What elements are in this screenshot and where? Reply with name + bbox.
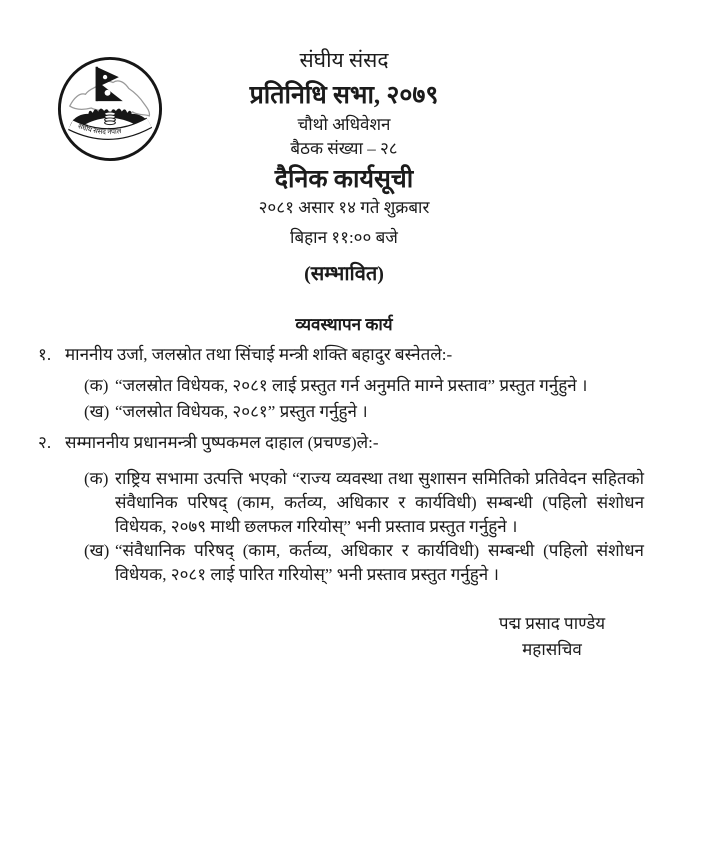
agenda-item-1 [38, 343, 644, 367]
subitem-text: राष्ट्रिय सभामा उत्पत्ति भएको “राज्य व्यवस्था तथा सुशासन समितिको प्रतिवेदन सहितको संवैधानिक परिषद् (काम, कर्तव्य, अधिकार र कार्यविधी) सम्बन्धी (पहिलो संशोधन विधेयक, २०७९ माथी छलफल गरियोस्” भनी प्रस्ताव प्रस्तुत गर्नुहुने । [115, 469, 644, 536]
subitem-label: (क) [84, 469, 109, 488]
agenda-item-2 [38, 431, 644, 455]
signatory-name: पद्म प्रसाद पाण्डेय [498, 614, 606, 633]
agenda-subitem-2a [84, 467, 644, 539]
subitem-text: “जलस्रोत विधेयक, २०८१” प्रस्तुत गर्नुहुने । [115, 402, 368, 421]
agenda-subitem-2b [84, 539, 644, 587]
parliament-title: संघीय संसद [299, 48, 389, 72]
tentative-label: (सम्भावित) [304, 263, 384, 285]
banner-text: संघीय संसद नेपाल [76, 123, 122, 137]
section-heading: व्यवस्थापन कार्य [295, 315, 393, 334]
subitem-label: (ख) [84, 541, 110, 560]
item-text: सम्माननीय प्रधानमन्त्री पुष्पकमल दाहाल (प्रचण्ड)ले:- [65, 433, 379, 452]
agenda-list [38, 343, 644, 587]
agenda-subitem-1b [84, 400, 644, 424]
subitem-text: “जलस्रोत विधेयक, २०८१ लाई प्रस्तुत गर्न अनुमति माग्ने प्रस्ताव” प्रस्तुत गर्नुहुने । [115, 376, 588, 395]
signature-block [462, 611, 642, 663]
signatory-title: महासचिव [522, 640, 582, 659]
document-title: दैनिक कार्यसूची [274, 166, 414, 193]
meeting-number-line: बैठक संख्या – २८ [290, 139, 398, 158]
item-number: २. [38, 433, 52, 452]
house-title: प्रतिनिधि सभा, २०७९ [249, 82, 439, 109]
item-number: १. [38, 345, 52, 364]
time-line: बिहान ११:०० बजे [290, 228, 398, 247]
subitem-label: (क) [84, 376, 109, 395]
session-line: चौथो अधिवेशन [297, 115, 391, 134]
subitem-label: (ख) [84, 402, 110, 421]
item-text: माननीय उर्जा, जलस्रोत तथा सिंचाई मन्त्री शक्ति बहादुर बस्नेतले:- [65, 345, 453, 364]
date-line: २०८१ असार १४ गते शुक्रबार [258, 198, 430, 217]
subitem-text: “संवैधानिक परिषद् (काम, कर्तव्य, अधिकार र कार्यविधी) सम्बन्धी (पहिलो संशोधन विधेयक, २०८१ लाई पारित गरियोस्” भनी प्रस्ताव प्रस्तुत गर्नुहुने । [115, 541, 644, 584]
agenda-subitem-1a [84, 374, 644, 398]
